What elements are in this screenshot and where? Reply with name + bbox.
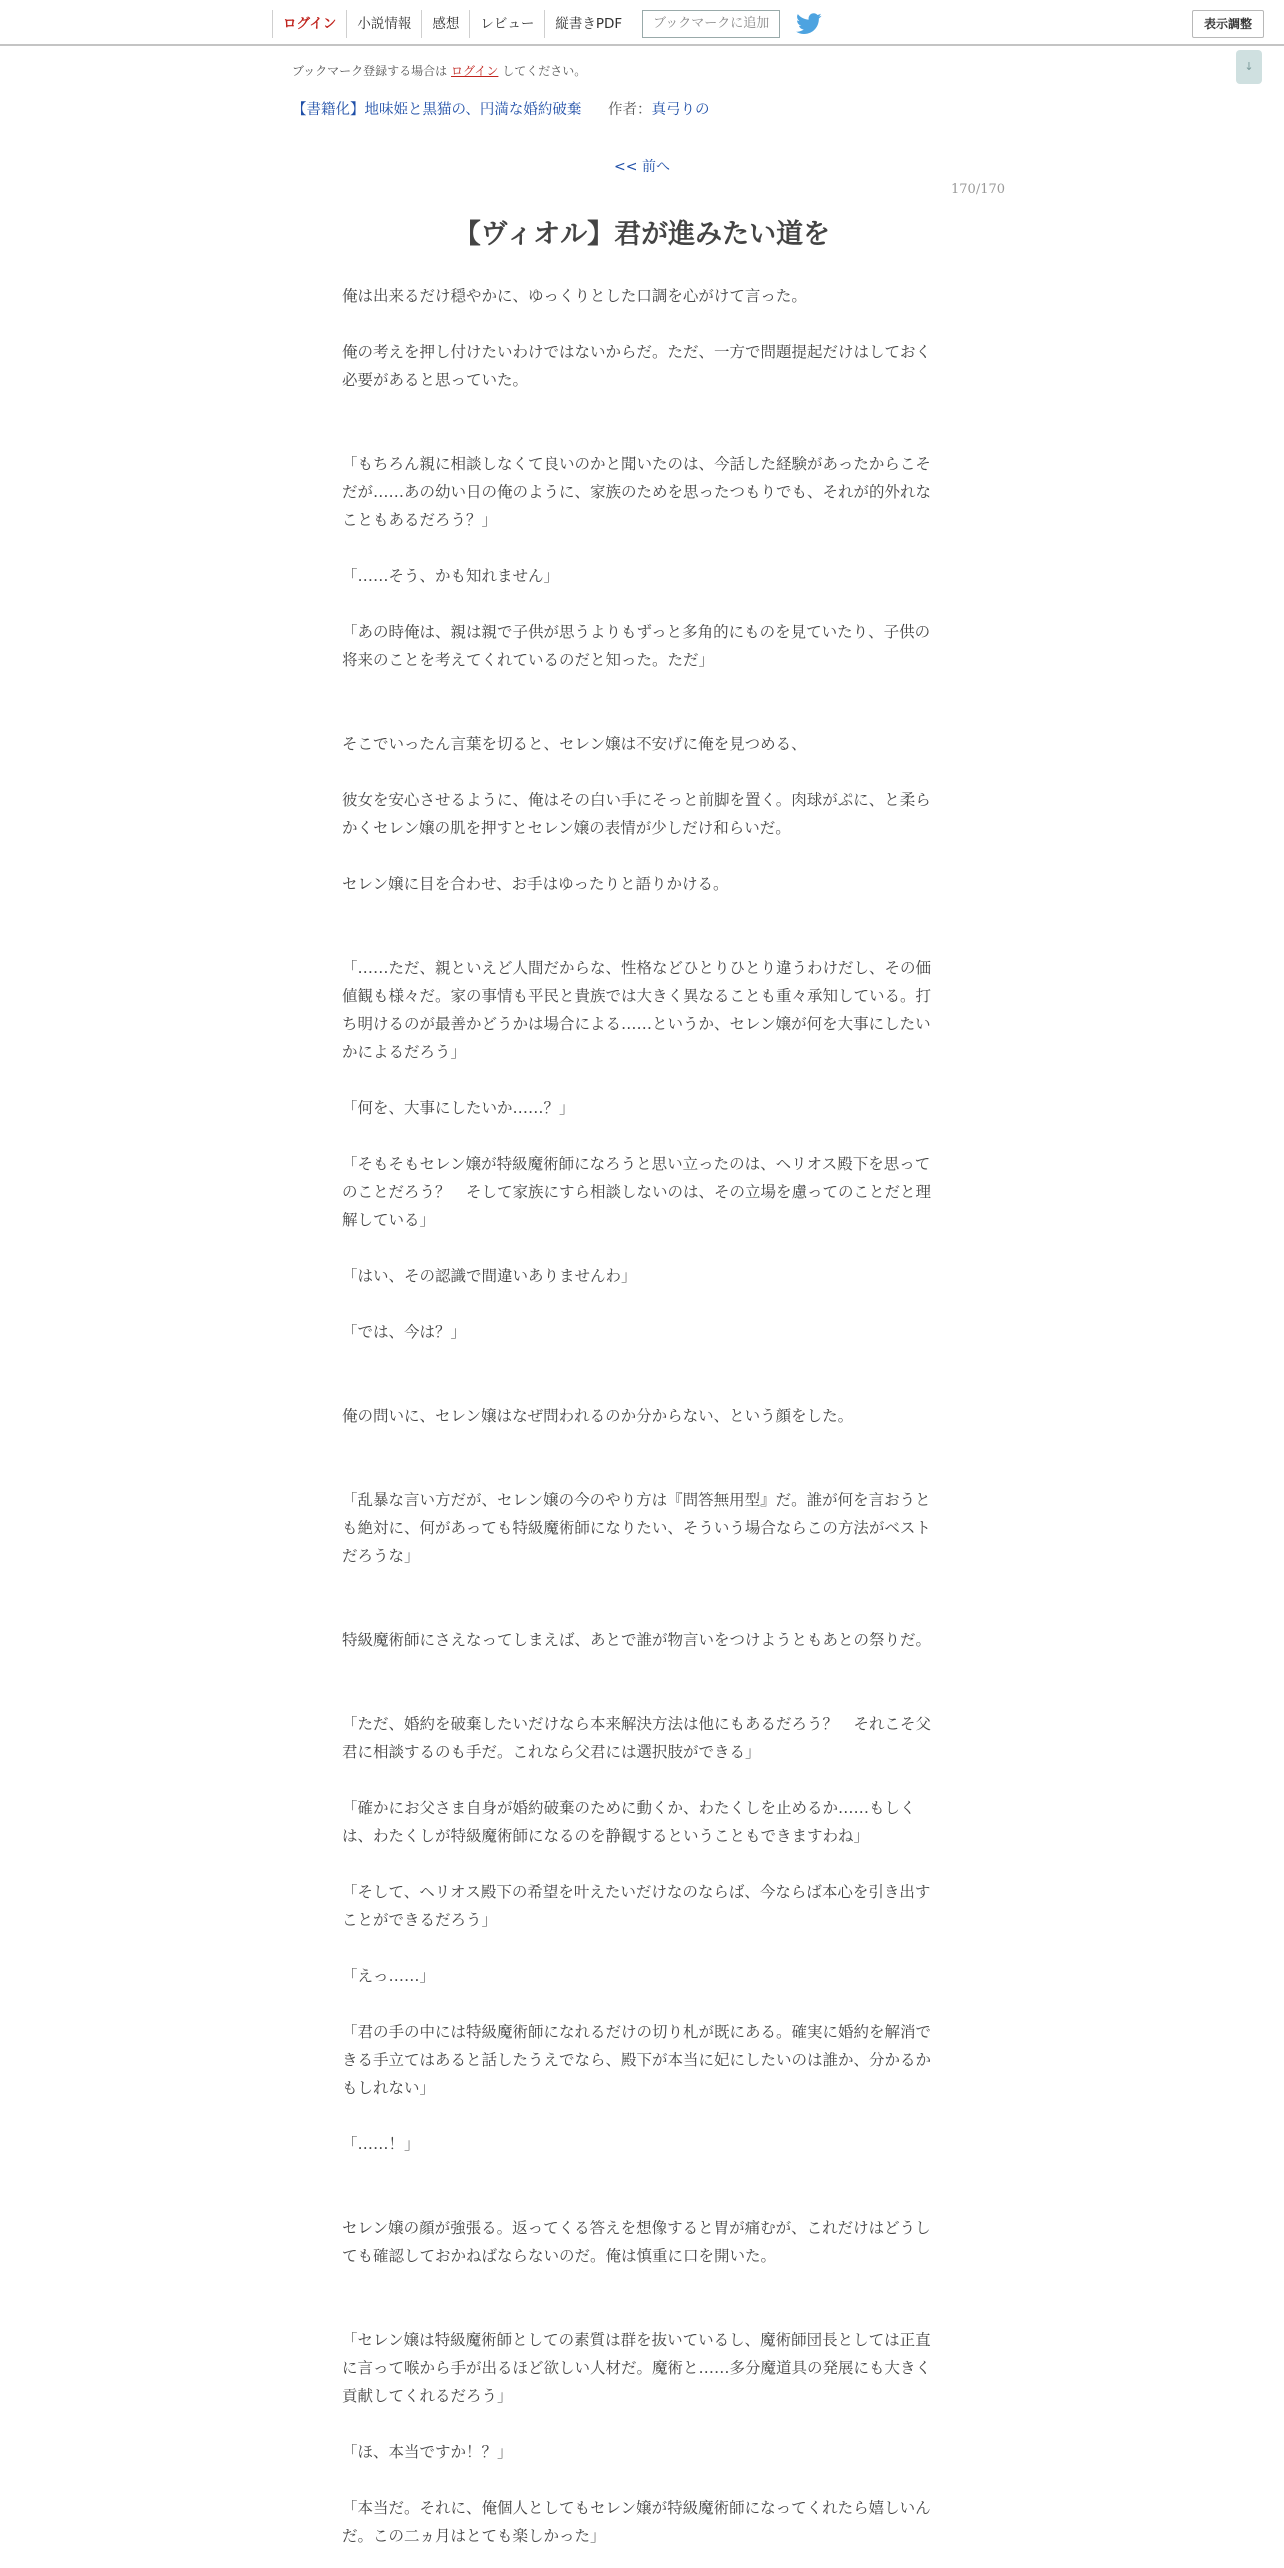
previous-page-link[interactable]: << 前へ [614, 159, 670, 175]
body-paragraph: 「乱暴な言い方だが、セレン嬢の今のやり方は『問答無用型』だ。誰が何を言おうとも絶対に、何があっても特級魔術師になりたい、そういう場合ならこの方法がベストだろうな」 [342, 1491, 931, 1565]
blank-line [342, 1122, 938, 1150]
blank-line [342, 2158, 938, 2186]
blank-line [342, 1934, 938, 1962]
blank-line [342, 674, 938, 702]
blank-line [342, 1458, 938, 1486]
body-paragraph: 「ただ、婚約を破棄したいだけなら本来解決方法は他にもあるだろう？ それこそ父君に相談するのも手だ。これなら父君には選択肢ができる」 [342, 1715, 932, 1761]
blank-line [342, 1346, 938, 1374]
body-paragraph: 俺の考えを押し付けたいわけではないからだ。ただ、一方で問題提起だけはしておく必要があると思っていた。 [342, 343, 932, 389]
body-paragraph: 「本当だ。それに、俺個人としてもセレン嬢が特級魔術師になってくれたら嬉しいんだ。この二ヵ月はとても楽しかった」 [342, 2499, 931, 2545]
blank-line [342, 842, 938, 870]
blank-line [342, 310, 938, 338]
impressions-link[interactable]: 感想 [421, 10, 469, 38]
body-paragraph: 「そして、ヘリオス殿下の希望を叶えたいだけなのならば、今ならば本心を引き出すことができるだろう」 [342, 1883, 931, 1929]
blank-line [342, 1654, 938, 1682]
body-paragraph: 「君の手の中には特級魔術師になれるだけの切り札が既にある。確実に婚約を解消できる手立てはあると話したうえでなら、殿下が本当に妃にしたいのは誰か、分かるかもしれない」 [342, 2023, 932, 2097]
body-paragraph: 「ほ、本当ですか！？」 [342, 2443, 513, 2461]
blank-line [342, 898, 938, 926]
notice-login-link[interactable]: ログイン [451, 64, 499, 78]
notice-text-before: ブックマーク登録する場合は [292, 64, 448, 78]
scroll-down-tab[interactable]: ↓ [1236, 50, 1262, 84]
blank-line [342, 1570, 938, 1598]
blank-line [342, 1990, 938, 2018]
body-paragraph: 俺の問いに、セレン嬢はなぜ問われるのか分からない、という顔をした。 [342, 1407, 854, 1425]
blank-line [342, 702, 938, 730]
author-label: 作者： [608, 102, 652, 118]
body-paragraph: 「……そう、かも知れません」 [342, 567, 560, 585]
blank-line [342, 422, 938, 450]
body-paragraph: 「……！」 [342, 2135, 420, 2153]
blank-line [342, 1290, 938, 1318]
review-link[interactable]: レビュー [469, 10, 544, 38]
novel-title-line [292, 98, 710, 119]
body-paragraph: セレン嬢に目を合わせ、お手はゆったりと語りかける。 [342, 875, 729, 893]
body-paragraph: 「……ただ、親といえど人間だからな、性格などひとりひとり違うわけだし、その価値観も様々だ。家の事情も平民と貴族では大きく異なることも重々承知している。打ち明けるのが最善かどうかは場合による……というか、セレン嬢が何を大事にしたいかによるだろう」 [342, 959, 932, 1061]
body-paragraph: 「もちろん親に相談しなくて良いのかと聞いたのは、今話した経験があったからこそだが……あの幼い日の俺のように、家族のためを思ったつもりでも、それが的外れなこともあるだろう？」 [342, 455, 932, 529]
blank-line [342, 1430, 938, 1458]
top-navigation-bar [0, 0, 1284, 46]
novel-body-text [342, 282, 938, 2550]
blank-line [342, 2298, 938, 2326]
body-paragraph: 特級魔術師にさえなってしまえば、あとで誰が物言いをつけようともあとの祭りだ。 [342, 1631, 932, 1649]
author-link[interactable]: 真弓りの [651, 102, 710, 118]
body-paragraph: 「えっ……」 [342, 1967, 436, 1985]
body-paragraph: 「セレン嬢は特級魔術師としての素質は群を抜いているし、魔術師団長としては正直に言って喉から手が出るほど欲しい人材だ。魔術と……多分魔道具の発展にも大きく貢献してくれるだろう」 [342, 2331, 932, 2405]
notice-text-after: してください。 [502, 64, 587, 78]
body-paragraph: 「あの時俺は、親は親で子供が思うよりもずっと多角的にものを見ていたり、子供の将来のことを考えてくれているのだと知った。ただ」 [342, 623, 931, 669]
blank-line [342, 1598, 938, 1626]
blank-line [342, 1766, 938, 1794]
add-bookmark-button[interactable]: ブックマークに追加 [642, 10, 780, 38]
chapter-title: 【ヴィオル】君が進みたい道を [453, 219, 831, 250]
body-paragraph: 「確かにお父さま自身が婚約破棄のために動くか、わたくしを止めるか……もしくは、わたくしが特級魔術師になるのを静観するということもできますわね」 [342, 1799, 916, 1845]
body-paragraph: 「では、今は？」 [342, 1323, 467, 1341]
blank-line [342, 2186, 938, 2214]
vertical-pdf-link[interactable]: 縦書きPDF [544, 10, 632, 38]
body-paragraph: 「何を、大事にしたいか……？」 [342, 1099, 575, 1117]
blank-line [342, 1066, 938, 1094]
blank-line [342, 590, 938, 618]
blank-line [342, 758, 938, 786]
login-link[interactable]: ログイン [272, 10, 346, 38]
body-paragraph: 彼女を安心させるように、俺はその白い手にそっと前脚を置く。肉球がぷに、と柔らかくセレン嬢の肌を押すとセレン嬢の表情が少しだけ和らいだ。 [342, 791, 931, 837]
blank-line [342, 2410, 938, 2438]
blank-line [342, 2466, 938, 2494]
bookmark-login-notice [292, 62, 586, 79]
body-paragraph: セレン嬢の顔が強張る。返ってくる答えを想像すると胃が痛むが、これだけはどうしても確認しておかねばならないのだ。俺は慎重に口を開いた。 [342, 2219, 931, 2265]
novel-info-link[interactable]: 小説情報 [346, 10, 421, 38]
twitter-icon[interactable] [796, 13, 822, 35]
body-paragraph: 「はい、その認識で間違いありませんわ」 [342, 1267, 637, 1285]
blank-line [342, 1682, 938, 1710]
novel-title-link[interactable]: 【書籍化】地味姫と黒猫の、円満な婚約破棄 [292, 102, 582, 118]
blank-line [342, 1234, 938, 1262]
blank-line [342, 1374, 938, 1402]
header-menu [272, 10, 822, 38]
display-settings-button[interactable]: 表示調整 [1192, 10, 1264, 38]
blank-line [342, 2270, 938, 2298]
blank-line [342, 534, 938, 562]
page-counter: 170/170 [951, 182, 1006, 197]
body-paragraph: そこでいったん言葉を切ると、セレン嬢は不安げに俺を見つめる、 [342, 735, 807, 753]
body-paragraph: 俺は出来るだけ穏やかに、ゆっくりとした口調を心がけて言った。 [342, 287, 807, 305]
blank-line [342, 926, 938, 954]
body-paragraph: 「そもそもセレン嬢が特級魔術師になろうと思い立ったのは、ヘリオス殿下を思ってのことだろう？ そして家族にすら相談しないのは、その立場を慮ってのことだと理解している」 [342, 1155, 932, 1229]
blank-line [342, 2102, 938, 2130]
blank-line [342, 394, 938, 422]
blank-line [342, 1850, 938, 1878]
